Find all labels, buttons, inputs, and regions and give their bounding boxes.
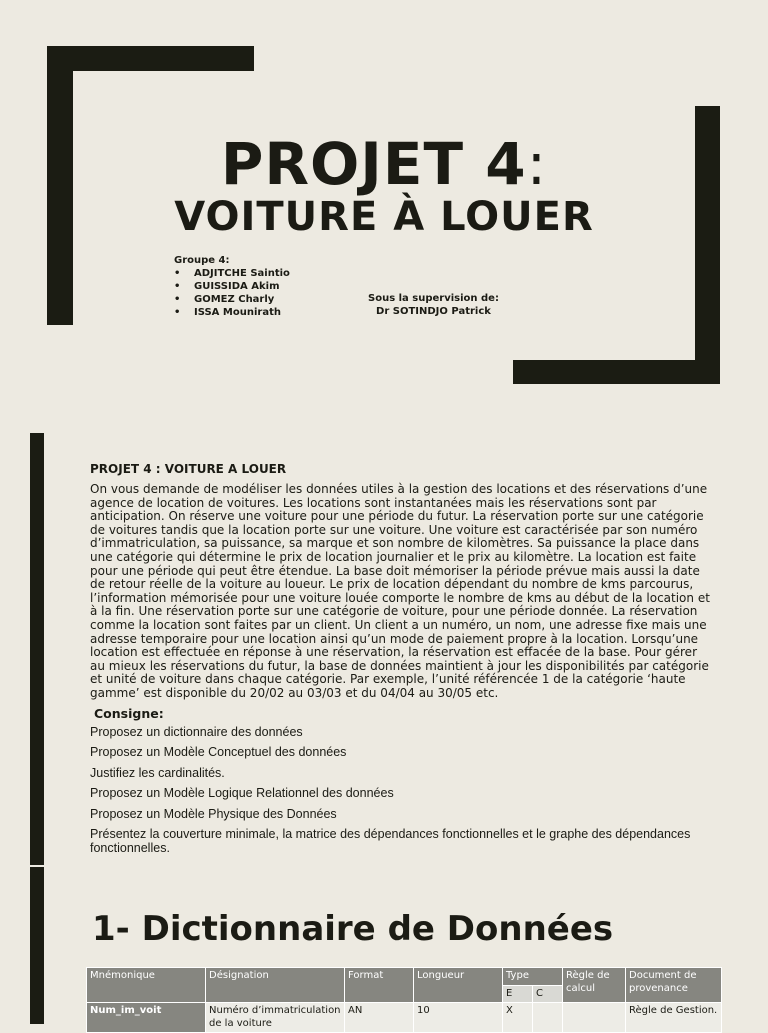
cell-mnemonique: Num_im_voit xyxy=(87,1003,206,1033)
cell-type-e: X xyxy=(503,1003,533,1033)
slide-title-colon: : xyxy=(526,130,548,198)
header-document: Document de provenance xyxy=(626,968,722,1003)
consigne-item: Justifiez les cardinalités. xyxy=(90,765,225,780)
header-mnemonique: Mnémonique xyxy=(87,968,206,1003)
slide3-left-bar xyxy=(30,867,44,1024)
supervisor-name: Dr SOTINDJO Patrick xyxy=(376,306,491,317)
member-item: • GUISSIDA Akim xyxy=(174,280,290,293)
slide-title xyxy=(0,132,768,196)
dictionary-heading: 1- Dictionnaire de Données xyxy=(92,909,614,949)
consigne-label: Consigne: xyxy=(94,705,164,721)
group-members xyxy=(174,254,290,319)
header-designation: Désignation xyxy=(206,968,345,1003)
header-format: Format xyxy=(345,968,414,1003)
project-heading: PROJET 4 : VOITURE A LOUER xyxy=(90,462,287,476)
cell-regle xyxy=(563,1003,626,1033)
project-body-text: On vous demande de modéliser les données utiles à la gestion des locations et des réservations d’une agence de location de voitures. Les locations sont instantanées mais les réservations sont par anticipation. On réserve une voiture pour une période du futur. La réservation porte sur une catégorie de voitures tandis que la location porte sur une voiture. Une voiture est caractérisée par son numéro d’immatriculation, sa puissance, sa marque et son nombre de kilomètres. Sa puissance la place dans une catégorie qui détermine le prix de location journalier et le prix au kilomètre. La location est faite pour une période qui peut être étendue. La base doit mémoriser la période prévue mais aussi la date de retour réelle de la voiture au loueur. Le prix de location dépendant du nombre de kms parcourus, l’information mémorisée pour une voiture louée comporte le nombre de kms au début de la location et à la fin. Une réservation porte sur une catégorie de voiture, pour une période donnée. La réservation comme la location sont faites par un client. Un client a un numéro, un nom, une adresse fixe mais une adresse temporaire pour une location ainsi qu’un mode de paiement propre à la location. Lorsqu’une location est effectuée en réponse à une réservation, la réservation est effacée de la base. Pour gérer au mieux les réservations du futur, la base de données maintient à jour les disponibilités par catégorie et unité de voiture dans chaque catégorie. Par exemple, l’unité référencée 1 de la catégorie ‘haute gamme’ est disponible du 20/02 au 03/03 et du 04/04 au 30/05 etc. xyxy=(90,482,710,700)
member-item: • GOMEZ Charly xyxy=(174,293,290,306)
table-row xyxy=(87,1003,722,1033)
cell-document: Règle de Gestion. xyxy=(626,1003,722,1033)
header-regle: Règle de calcul xyxy=(563,968,626,1003)
member-item: • ADJITCHE Saintio xyxy=(174,267,290,280)
consigne-list xyxy=(90,725,710,856)
frame-corner-top-left-horizontal xyxy=(47,46,254,71)
consigne-item: Proposez un dictionnaire des données xyxy=(90,724,303,739)
member-item: • ISSA Mounirath xyxy=(174,306,290,319)
frame-corner-bottom-right-horizontal xyxy=(513,360,720,384)
slide-subtitle: VOITURE À LOUER xyxy=(174,194,594,240)
slide2-left-bar xyxy=(30,433,44,865)
supervision-block xyxy=(368,292,499,318)
consigne-item: Proposez un Modèle Conceptuel des données xyxy=(90,745,347,759)
header-type: Type xyxy=(503,968,563,986)
cell-type-c xyxy=(533,1003,563,1033)
slide-title-text: PROJET 4 xyxy=(220,130,527,198)
header-longueur: Longueur xyxy=(414,968,503,1003)
group-label: Groupe 4: xyxy=(174,255,230,266)
cell-format: AN xyxy=(345,1003,414,1033)
data-dictionary-table xyxy=(86,967,722,1033)
member-list xyxy=(174,267,290,319)
consigne-item: Présentez la couverture minimale, la matrice des dépendances fonctionnelles et le graphe des dépendances fonctionnelles. xyxy=(90,827,691,855)
cell-longueur: 10 xyxy=(414,1003,503,1033)
supervision-label: Sous la supervision de: xyxy=(368,293,499,304)
cell-designation: Numéro d’immatriculation de la voiture xyxy=(206,1003,345,1033)
header-type-e: E xyxy=(503,985,533,1003)
consigne-item: Proposez un Modèle Logique Relationnel des données xyxy=(90,786,394,800)
project-description xyxy=(90,462,710,862)
header-type-c: C xyxy=(533,985,563,1003)
consigne-item: Proposez un Modèle Physique des Données xyxy=(90,806,337,821)
